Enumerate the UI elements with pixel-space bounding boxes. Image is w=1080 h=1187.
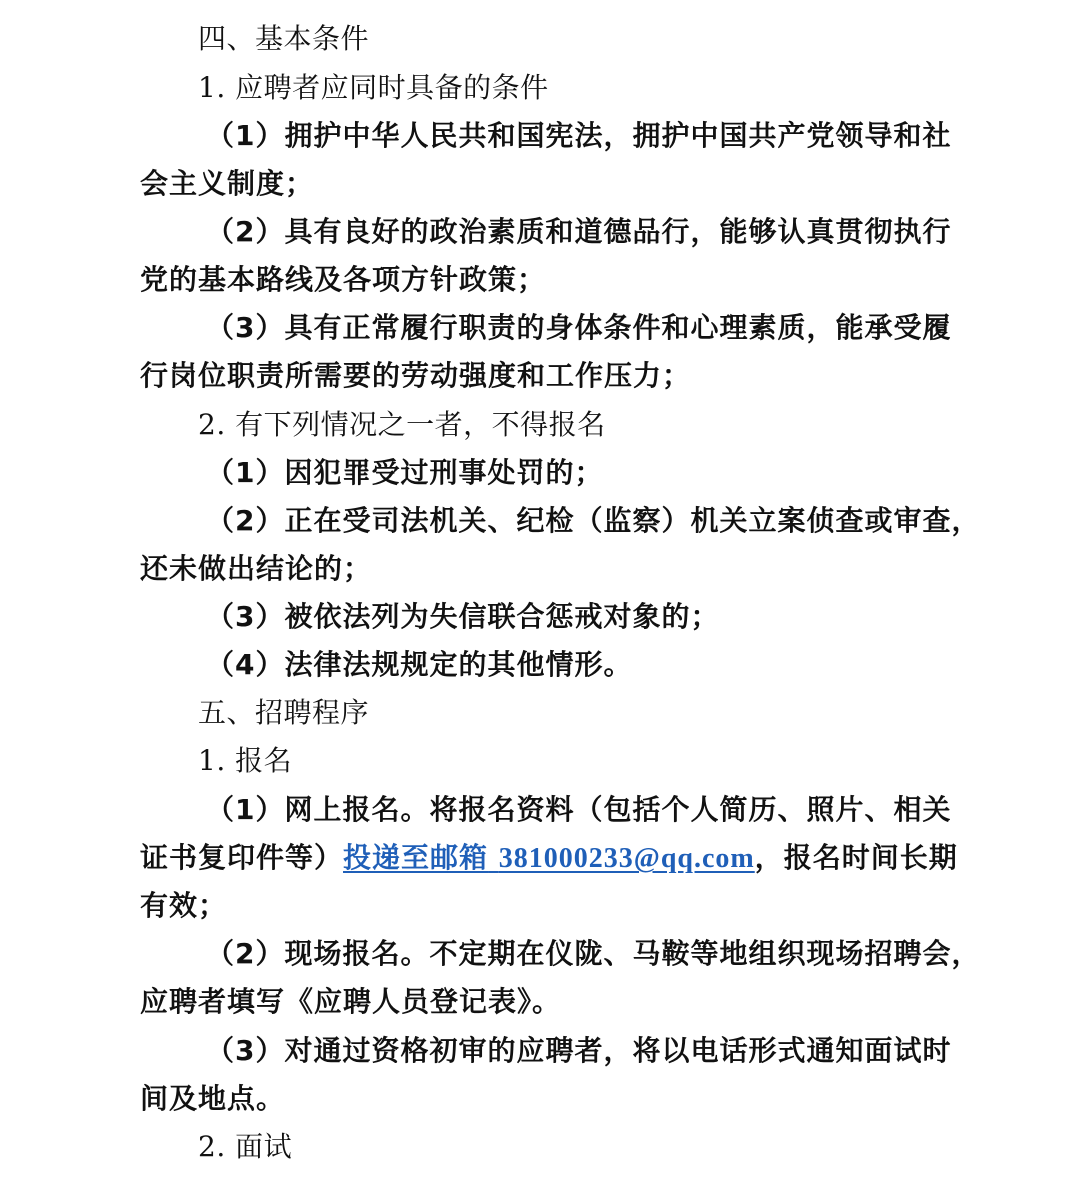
- disqualification-4: （4）法律法规规定的其他情形。: [206, 648, 633, 681]
- disqualification-1: （1）因犯罪受过刑事处罚的；: [206, 456, 604, 489]
- section-heading-recruitment-procedure: 五、招聘程序: [198, 696, 370, 729]
- registration-1-line-2: [140, 840, 958, 877]
- disqualification-3: （3）被依法列为失信联合惩戒对象的；: [206, 600, 720, 633]
- email-address: 381000233@qq.com: [498, 843, 755, 874]
- section-heading-basic-conditions: 四、基本条件: [198, 22, 370, 55]
- condition-1-line-2: 会主义制度；: [140, 167, 315, 200]
- condition-2-line-2: 党的基本路线及各项方针政策；: [140, 263, 547, 296]
- condition-2-line-1: （2）具有良好的政治素质和道德品行，能够认真贯彻执行: [206, 215, 952, 248]
- condition-1-line-1: （1）拥护中华人民共和国宪法，拥护中国共产党领导和社: [206, 119, 952, 152]
- registration-3-line-2: 间及地点。: [140, 1082, 286, 1115]
- condition-3-line-2: 行岗位职责所需要的劳动强度和工作压力；: [140, 359, 692, 392]
- registration-1-line-1: （1）网上报名。将报名资料（包括个人简历、照片、相关: [206, 793, 952, 826]
- email-link[interactable]: [343, 841, 755, 874]
- registration-2-line-1: （2）现场报名。不定期在仪陇、马鞍等地组织现场招聘会，: [206, 937, 981, 970]
- disqualification-2-line-1: （2）正在受司法机关、纪检（监察）机关立案侦查或审查，: [206, 504, 981, 537]
- disqualification-2-line-2: 还未做出结论的；: [140, 552, 373, 585]
- registration-1-line-2-suffix: ，报名时间长期: [754, 841, 958, 874]
- registration-1-line-2-prefix: 证书复印件等）: [140, 841, 344, 874]
- registration-3-line-1: （3）对通过资格初审的应聘者，将以电话形式通知面试时: [206, 1034, 952, 1067]
- email-link-label: 投递至邮箱: [343, 841, 489, 874]
- registration-2-line-2: 应聘者填写《应聘人员登记表》。: [140, 985, 562, 1018]
- registration-1-line-3: 有效；: [140, 889, 228, 922]
- condition-3-line-1: （3）具有正常履行职责的身体条件和心理素质，能承受履: [206, 311, 952, 344]
- subsection-heading-required-conditions: 1. 应聘者应同时具备的条件: [198, 71, 549, 104]
- subsection-heading-registration: 1. 报名: [198, 744, 293, 777]
- subsection-heading-disqualifications: 2. 有下列情况之一者，不得报名: [198, 408, 606, 441]
- subsection-heading-interview: 2. 面试: [198, 1130, 293, 1163]
